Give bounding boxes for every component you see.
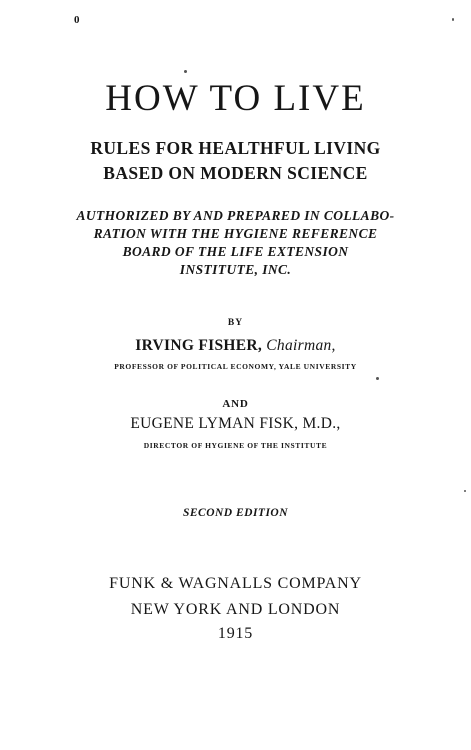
by-label: BY bbox=[227, 318, 244, 328]
author-2-affiliation: DIRECTOR OF HYGIENE OF THE INSTITUTE bbox=[143, 441, 328, 450]
author-2 bbox=[0, 416, 471, 432]
and-label: AND bbox=[222, 398, 249, 410]
authorization-line-1: AUTHORIZED BY AND PREPARED IN COLLABO- bbox=[76, 208, 395, 223]
publisher-location: NEW YORK AND LONDON bbox=[130, 601, 341, 618]
print-speck bbox=[452, 18, 454, 21]
publisher-name: FUNK & WAGNALLS COMPANY bbox=[109, 575, 362, 592]
author-1-affiliation: PROFESSOR OF POLITICAL ECONOMY, YALE UNIVERSITY bbox=[114, 362, 357, 371]
print-speck bbox=[376, 377, 379, 380]
edition-label: SECOND EDITION bbox=[182, 507, 289, 519]
print-speck bbox=[184, 70, 187, 73]
authorization-line-3: BOARD OF THE LIFE EXTENSION bbox=[122, 244, 349, 259]
author-1 bbox=[0, 338, 471, 354]
page-number: 0 bbox=[74, 14, 80, 26]
publication-year: 1915 bbox=[217, 625, 254, 642]
author-2-name: EUGENE LYMAN FISK, M.D., bbox=[130, 415, 341, 432]
print-speck bbox=[464, 490, 466, 492]
book-title: HOW TO LIVE bbox=[105, 78, 366, 119]
authorization-line-2: RATION WITH THE HYGIENE REFERENCE bbox=[93, 226, 378, 241]
authorization-line-4: INSTITUTE, INC. bbox=[179, 262, 292, 277]
subtitle-line-1: RULES FOR HEALTHFUL LIVING bbox=[90, 138, 381, 158]
subtitle-line-2: BASED ON MODERN SCIENCE bbox=[103, 163, 368, 183]
author-1-role: Chairman, bbox=[266, 337, 336, 354]
author-1-name: IRVING FISHER, bbox=[135, 337, 263, 354]
